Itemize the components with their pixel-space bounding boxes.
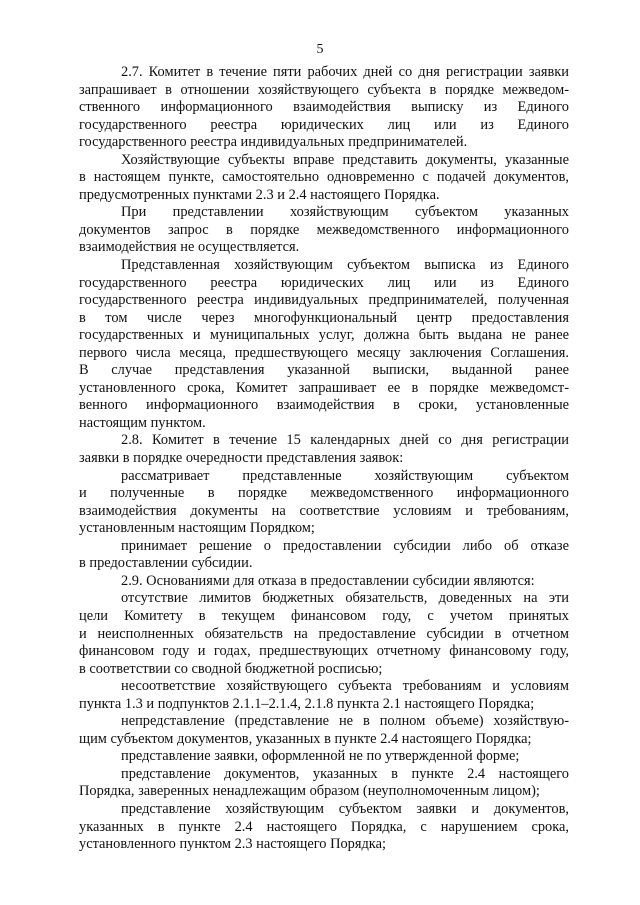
text-line: цели Комитету в текущем финансовом году, с учетом принятых [79, 607, 569, 624]
text-line: представление хозяйствующим субъектом заявки и документов, [121, 800, 569, 817]
text-line: документов запрос в порядке межведомственного информационного [79, 221, 569, 238]
text-line: государственного реестра юридических лиц или из Единого [79, 274, 569, 291]
paragraph [79, 766, 569, 801]
text-line: первого числа месяца, предшествующего месяцу заключения Соглашения. [79, 344, 569, 361]
text-line: Порядка, заверенных ненадлежащим образом (неуполномоченным лицом); [79, 783, 540, 800]
text-line: 2.9. Основаниями для отказа в предоставлении субсидии являются: [121, 572, 535, 589]
text-line: взаимодействия документы на соответствие условиям и требованиям, [79, 502, 569, 519]
text-line: отсутствие лимитов бюджетных обязательств, доведенных на эти [121, 590, 569, 607]
text-line: венного информационного взаимодействия в сроки, установленные [79, 397, 569, 414]
paragraph [79, 678, 569, 713]
text-line: 2.8. Комитет в течение 15 календарных дней со дня регистрации [121, 432, 569, 449]
text-line: государственных и муниципальных услуг, должна быть выдана не ранее [79, 327, 569, 344]
text-line: установленным настоящим Порядком; [79, 520, 315, 537]
paragraph [79, 538, 569, 573]
text-line: запрашивает в отношении хозяйствующего субъекта в порядке межведом- [79, 81, 569, 98]
text-line: государственного реестра индивидуальных предпринимателей. [79, 134, 468, 151]
text-line: представление заявки, оформленной не по утвержденной форме; [121, 748, 520, 765]
text-line: щим субъектом документов, указанных в пункте 2.4 настоящего Порядка; [79, 730, 532, 747]
text-line: указанных в пункте 2.4 настоящего Порядка, с нарушением срока, [79, 818, 569, 835]
text-line: При представлении хозяйствующим субъектом указанных [121, 204, 569, 221]
text-line: и полученные в порядке межведомственного информационного [79, 485, 569, 502]
text-line: 2.7. Комитет в течение пяти рабочих дней со дня регистрации заявки [121, 64, 569, 80]
paragraph [79, 573, 569, 591]
text-line: предусмотренных пунктами 2.3 и 2.4 настоящего Порядка. [79, 186, 440, 203]
paragraph [79, 748, 569, 766]
text-line: заявки в порядке очередности представления заявок: [79, 450, 404, 467]
text-line: Представленная хозяйствующим субъектом выписка из Единого [121, 257, 569, 274]
paragraph [79, 204, 569, 257]
paragraph [79, 257, 569, 432]
text-line: и неисполненных обязательств на предоставление субсидии в отчетном [79, 625, 569, 642]
page-number: 5 [316, 42, 324, 57]
text-line: Хозяйствующие субъекты вправе представить документы, указанные [121, 151, 569, 168]
paragraph [79, 64, 569, 152]
text-line: непредставление (представление не в полном объеме) хозяйствую- [121, 713, 569, 730]
text-line: финансовом году и годах, предшествующих отчетному финансовому году, [79, 643, 569, 660]
text-line: установленного пунктом 2.3 настоящего Порядка; [79, 836, 386, 853]
text-line: в настоящем пункте, самостоятельно одновременно с подачей документов, [79, 169, 569, 186]
text-line: ственного информационного взаимодействия выписку из Единого [79, 99, 569, 116]
text-line: взаимодействия не осуществляется. [79, 239, 300, 256]
text-line: в том числе через многофункциональный центр предоставления [79, 309, 569, 326]
paragraph [79, 590, 569, 678]
text-line: в соответствии со сводной бюджетной росписью; [79, 660, 383, 677]
document-body [79, 64, 569, 854]
text-line: государственного реестра индивидуальных предпринимателей, полученная [79, 292, 569, 309]
text-line: рассматривает представленные хозяйствующим субъектом [121, 467, 569, 484]
text-line: несоответствие хозяйствующего субъекта требованиям и условиям [121, 678, 569, 695]
paragraph [79, 152, 569, 205]
text-line: государственного реестра юридических лиц или из Единого [79, 116, 569, 133]
text-line: в предоставлении субсидии. [79, 555, 253, 572]
text-line: настоящим пунктом. [79, 414, 206, 431]
text-line: В случае представления указанной выписки, выданной ранее [79, 362, 569, 379]
text-line: представление документов, указанных в пункте 2.4 настоящего [121, 765, 569, 782]
text-line: пункта 1.3 и подпунктов 2.1.1–2.1.4, 2.1.8 пункта 2.1 настоящего Порядка; [79, 695, 535, 712]
paragraph [79, 713, 569, 748]
paragraph [79, 468, 569, 538]
text-line: установленного срока, Комитет запрашивает ее в порядке межведомст- [79, 379, 569, 396]
paragraph [79, 801, 569, 854]
paragraph [79, 432, 569, 467]
text-line: принимает решение о предоставлении субсидии либо об отказе [121, 537, 569, 554]
